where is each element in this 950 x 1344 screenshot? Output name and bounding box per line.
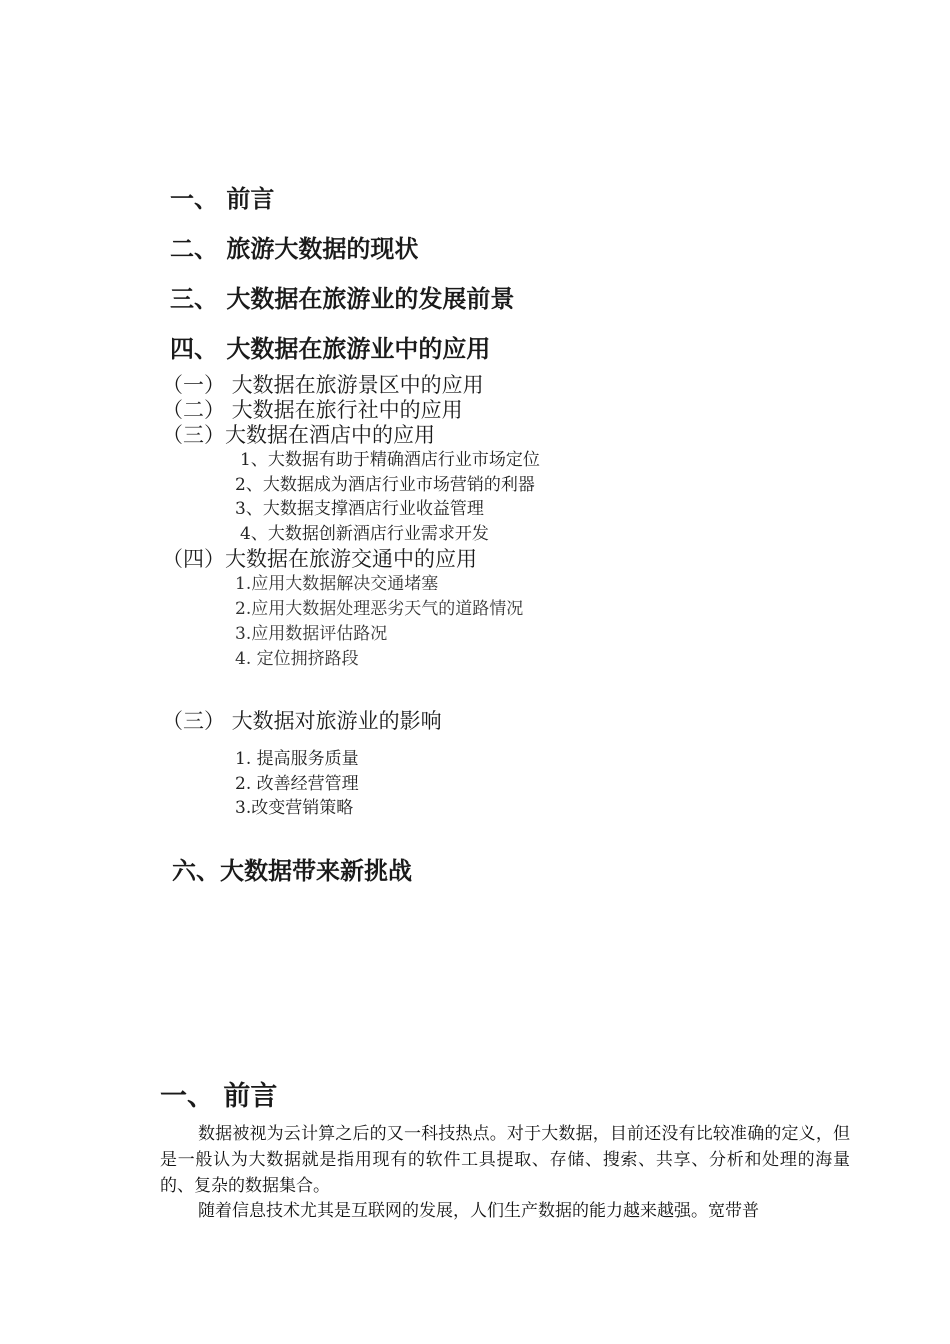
toc-impact-item[interactable]: 3.改变营销策略 [235,798,354,818]
toc-item-applications[interactable]: 四、 大数据在旅游业中的应用 [170,335,491,363]
toc-transport-item[interactable]: 1.应用大数据解决交通堵塞 [235,574,439,594]
toc-subitem-travel-agency[interactable]: （二） 大数据在旅行社中的应用 [162,398,463,422]
toc-transport-item[interactable]: 2.应用大数据处理恶劣天气的道路情况 [235,599,524,619]
toc-subitem-scenic[interactable]: （一） 大数据在旅游景区中的应用 [162,373,484,397]
toc-hotel-item[interactable]: 2、大数据成为酒店行业市场营销的利器 [235,475,535,495]
section-heading-preface: 一、 前言 [160,1081,278,1112]
toc-impact-item[interactable]: 1. 提高服务质量 [235,749,359,769]
toc-item-status[interactable]: 二、 旅游大数据的现状 [170,235,419,263]
toc-subitem-transport[interactable]: （四）大数据在旅游交通中的应用 [162,547,477,571]
toc-item-prospects[interactable]: 三、 大数据在旅游业的发展前景 [170,285,515,313]
toc-subitem-hotel[interactable]: （三）大数据在酒店中的应用 [162,423,435,447]
toc-item-challenges[interactable]: 六、大数据带来新挑战 [172,857,412,885]
body-paragraph: 随着信息技术尤其是互联网的发展，人们生产数据的能力越来越强。宽带普 [198,1201,759,1221]
toc-subitem-impact[interactable]: （三） 大数据对旅游业的影响 [162,709,442,733]
toc-transport-item[interactable]: 4. 定位拥挤路段 [235,649,359,669]
toc-hotel-item[interactable]: 1、大数据有助于精确酒店行业市场定位 [240,450,540,470]
toc-hotel-item[interactable]: 3、大数据支撑酒店行业收益管理 [235,499,484,519]
body-paragraph: 数据被视为云计算之后的又一科技热点。对于大数据，目前还没有比较准确的定义，但是一般认为大数据就是指用现有的软件工具提取、存储、搜索、共享、分析和处理的海量的、复杂的数据集合。 [160,1124,850,1196]
toc-impact-item[interactable]: 2. 改善经营管理 [235,774,359,794]
toc-item-preface[interactable]: 一、 前言 [170,185,275,213]
toc-transport-item[interactable]: 3.应用数据评估路况 [235,624,388,644]
toc-hotel-item[interactable]: 4、大数据创新酒店行业需求开发 [240,524,489,544]
